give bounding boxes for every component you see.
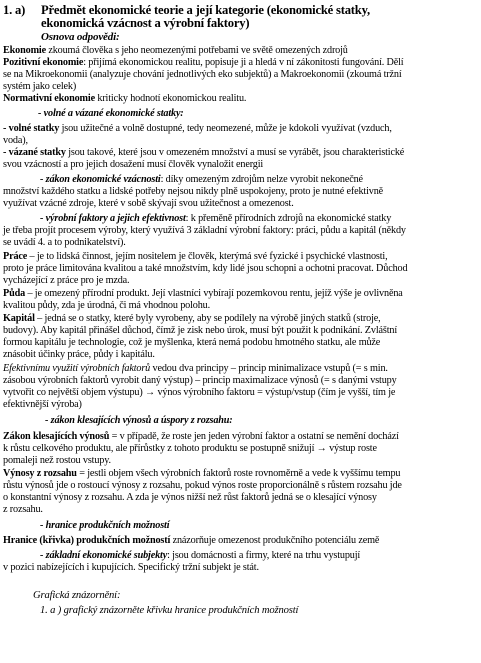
section-title: - výrobní faktory a jejich efektivnost	[40, 213, 186, 224]
text-line: vytvořit co největší objem výstupu) → výnos výrobního faktoru = výstup/vstup (čím je vyšší, tím je	[3, 387, 396, 398]
text-line: je třeba projít procesem výroby, který využívá 3 základní výrobní faktory: práci, půdu a kapitál (někdy	[3, 225, 406, 236]
text-line: - základní ekonomické subjekty: jsou domácnosti a firmy, které na trhu vystupují	[40, 550, 361, 561]
text-line: formou kapitálu je technologie, což je myšlenka, která nemá podobu hmotného statku, ale může	[3, 337, 381, 348]
text-line: Kapitál – jedná se o statky, které byly vyrobeny, aby se podílely na výrobě jiných statků (stroje,	[3, 313, 381, 324]
text-line: znásobit účinky práce, půdy i kapitálu.	[3, 349, 155, 360]
text-line: se na Mikroekonomii (analyzuje chování jednotlivých eko subjektů) a Makroekonomii (zkoumá tržní	[3, 69, 402, 80]
text-line: Ekonomie zkoumá člověka s jeho neomezenými potřebami ve světě omezených zdrojů	[3, 45, 348, 56]
text-line: Zákon klesajících výnosů = v případě, že roste jen jeden výrobní faktor a ostatní se nemění dochází	[3, 431, 399, 442]
question-heading-line2: ekonomická vzácnost a výrobní faktory)	[41, 16, 250, 30]
text-line: - zákon ekonomické vzácnosti: díky omezeným zdrojům nelze vyrobit nekonečné	[40, 174, 363, 185]
text-line: Hranice (křivka) produkčních možností znázorňuje omezenost produkčního potenciálu země	[3, 535, 380, 546]
text-line: svou vzácností a pro jejich dosažení musí člověk vynaložit energii	[3, 159, 264, 170]
text-line: budovy). Aby kapitál přinášel důchod, čímž je zisk nebo úrok, musí být použit k podnikání. Zvláštní	[3, 325, 397, 336]
text-line: v pozici nabízejících i kupujících. Specifický tržní subjekt je stát.	[3, 562, 259, 573]
text-line: vycházející z práce pro je mzda.	[3, 275, 130, 286]
graphic-label: Grafická znázornění:	[33, 590, 121, 601]
text-line: proto je práce limitována kvalitou a také množstvím, kdy lidé jsou schopni a ochotni pracovat. Důchod	[3, 263, 408, 274]
text-line: Půda – je omezený přírodní produkt. Její vlastníci vybírají pozemkovou rentu, jejíž výše je ovlivněna	[3, 288, 403, 299]
text-line: Efektivnímu využití výrobních faktorů vedou dva principy – princip minimalizace vstupů (= s min.	[3, 363, 388, 374]
text-line: se uvádí 4. a to podnikatelství).	[3, 237, 126, 248]
text-line: Výnosy z rozsahu = jestli objem všech výrobních faktorů roste rovnoměrně a vede k vyššímu tempu	[3, 468, 401, 479]
section-title: - zákon klesajících výnosů a úspory z rozsahu:	[45, 415, 233, 426]
text-line: o konstantní výnosy z rozsahu. A zda je výnos nižší než růst faktorů jedná se o klesající výnosy	[3, 492, 377, 503]
section-title: - volné a vázané ekonomické statky:	[38, 108, 184, 119]
section-title: - hranice produkčních možností	[40, 520, 170, 531]
text-line: využívat vzácné zdroje, které v sobě skývají svou užitečnost a omezenost.	[3, 198, 294, 209]
section-title: - základní ekonomické subjekty	[40, 550, 168, 561]
text-line: Pozitivní ekonomie: přijímá ekonomickou realitu, popisuje ji a hledá v ní zákonitosti fungování. Dělí	[3, 57, 404, 68]
graphic-item: 1. a ) grafický znázorněte křivku hranice produkčních možností	[40, 605, 299, 616]
text-line: zásobou výrobních faktorů vyrobit daný výstup) – princip maximalizace výnosů (= s danými vstupy	[3, 375, 397, 386]
text-line: Normativní ekonomie kriticky hodnotí ekonomickou realitu.	[3, 93, 247, 104]
question-title: Předmět ekonomické teorie a její kategorie (ekonomické statky,	[41, 3, 370, 17]
text-line: pomaleji než rostou vstupy.	[3, 455, 111, 466]
text-line: - vázané statky jsou takové, které jsou v omezeném množství a musí se vyrábět, jsou charakteristické	[3, 147, 405, 158]
text-line: z rozsahu.	[3, 504, 43, 515]
text-line: systém jako celek)	[3, 81, 77, 92]
section-title: - zákon ekonomické vzácnosti	[40, 174, 161, 185]
question-heading-line1	[3, 3, 370, 17]
text-line: - výrobní faktory a jejich efektivnost: k přeměně přírodních zdrojů na ekonomické statky	[40, 213, 392, 224]
text-line: voda),	[3, 135, 28, 146]
text-line: kvalitou půdy, zda je úrodná, či má vhodnou polohu.	[3, 300, 210, 311]
text-line: množství každého statku a lidské potřeby nejsou nikdy plně uspokojeny, proto je nutné efektivně	[3, 186, 384, 197]
text-line: - volné statky jsou užitečné a volně dostupné, tedy neomezené, může je kdokoli využívat (vzduch,	[3, 123, 392, 134]
text-line: růstu výnosů jde o rostoucí výnosy z rozsahu, pokud výnos roste proporcionálně s růstem rozsahu jde	[3, 480, 402, 491]
question-number: 1. a)	[3, 3, 26, 17]
text-line: k růstu celkového produktu, ale přírůstky z tohoto produktu se postupně snižují → výstup roste	[3, 443, 377, 454]
outline-label: Osnova odpovědi:	[41, 31, 120, 43]
text-line: Práce – je to lidská činnost, jejím nositelem je člověk, kterýmá své fyzické i psychické vlastnosti,	[3, 251, 388, 262]
text-line: efektivnější výroba)	[3, 399, 82, 410]
